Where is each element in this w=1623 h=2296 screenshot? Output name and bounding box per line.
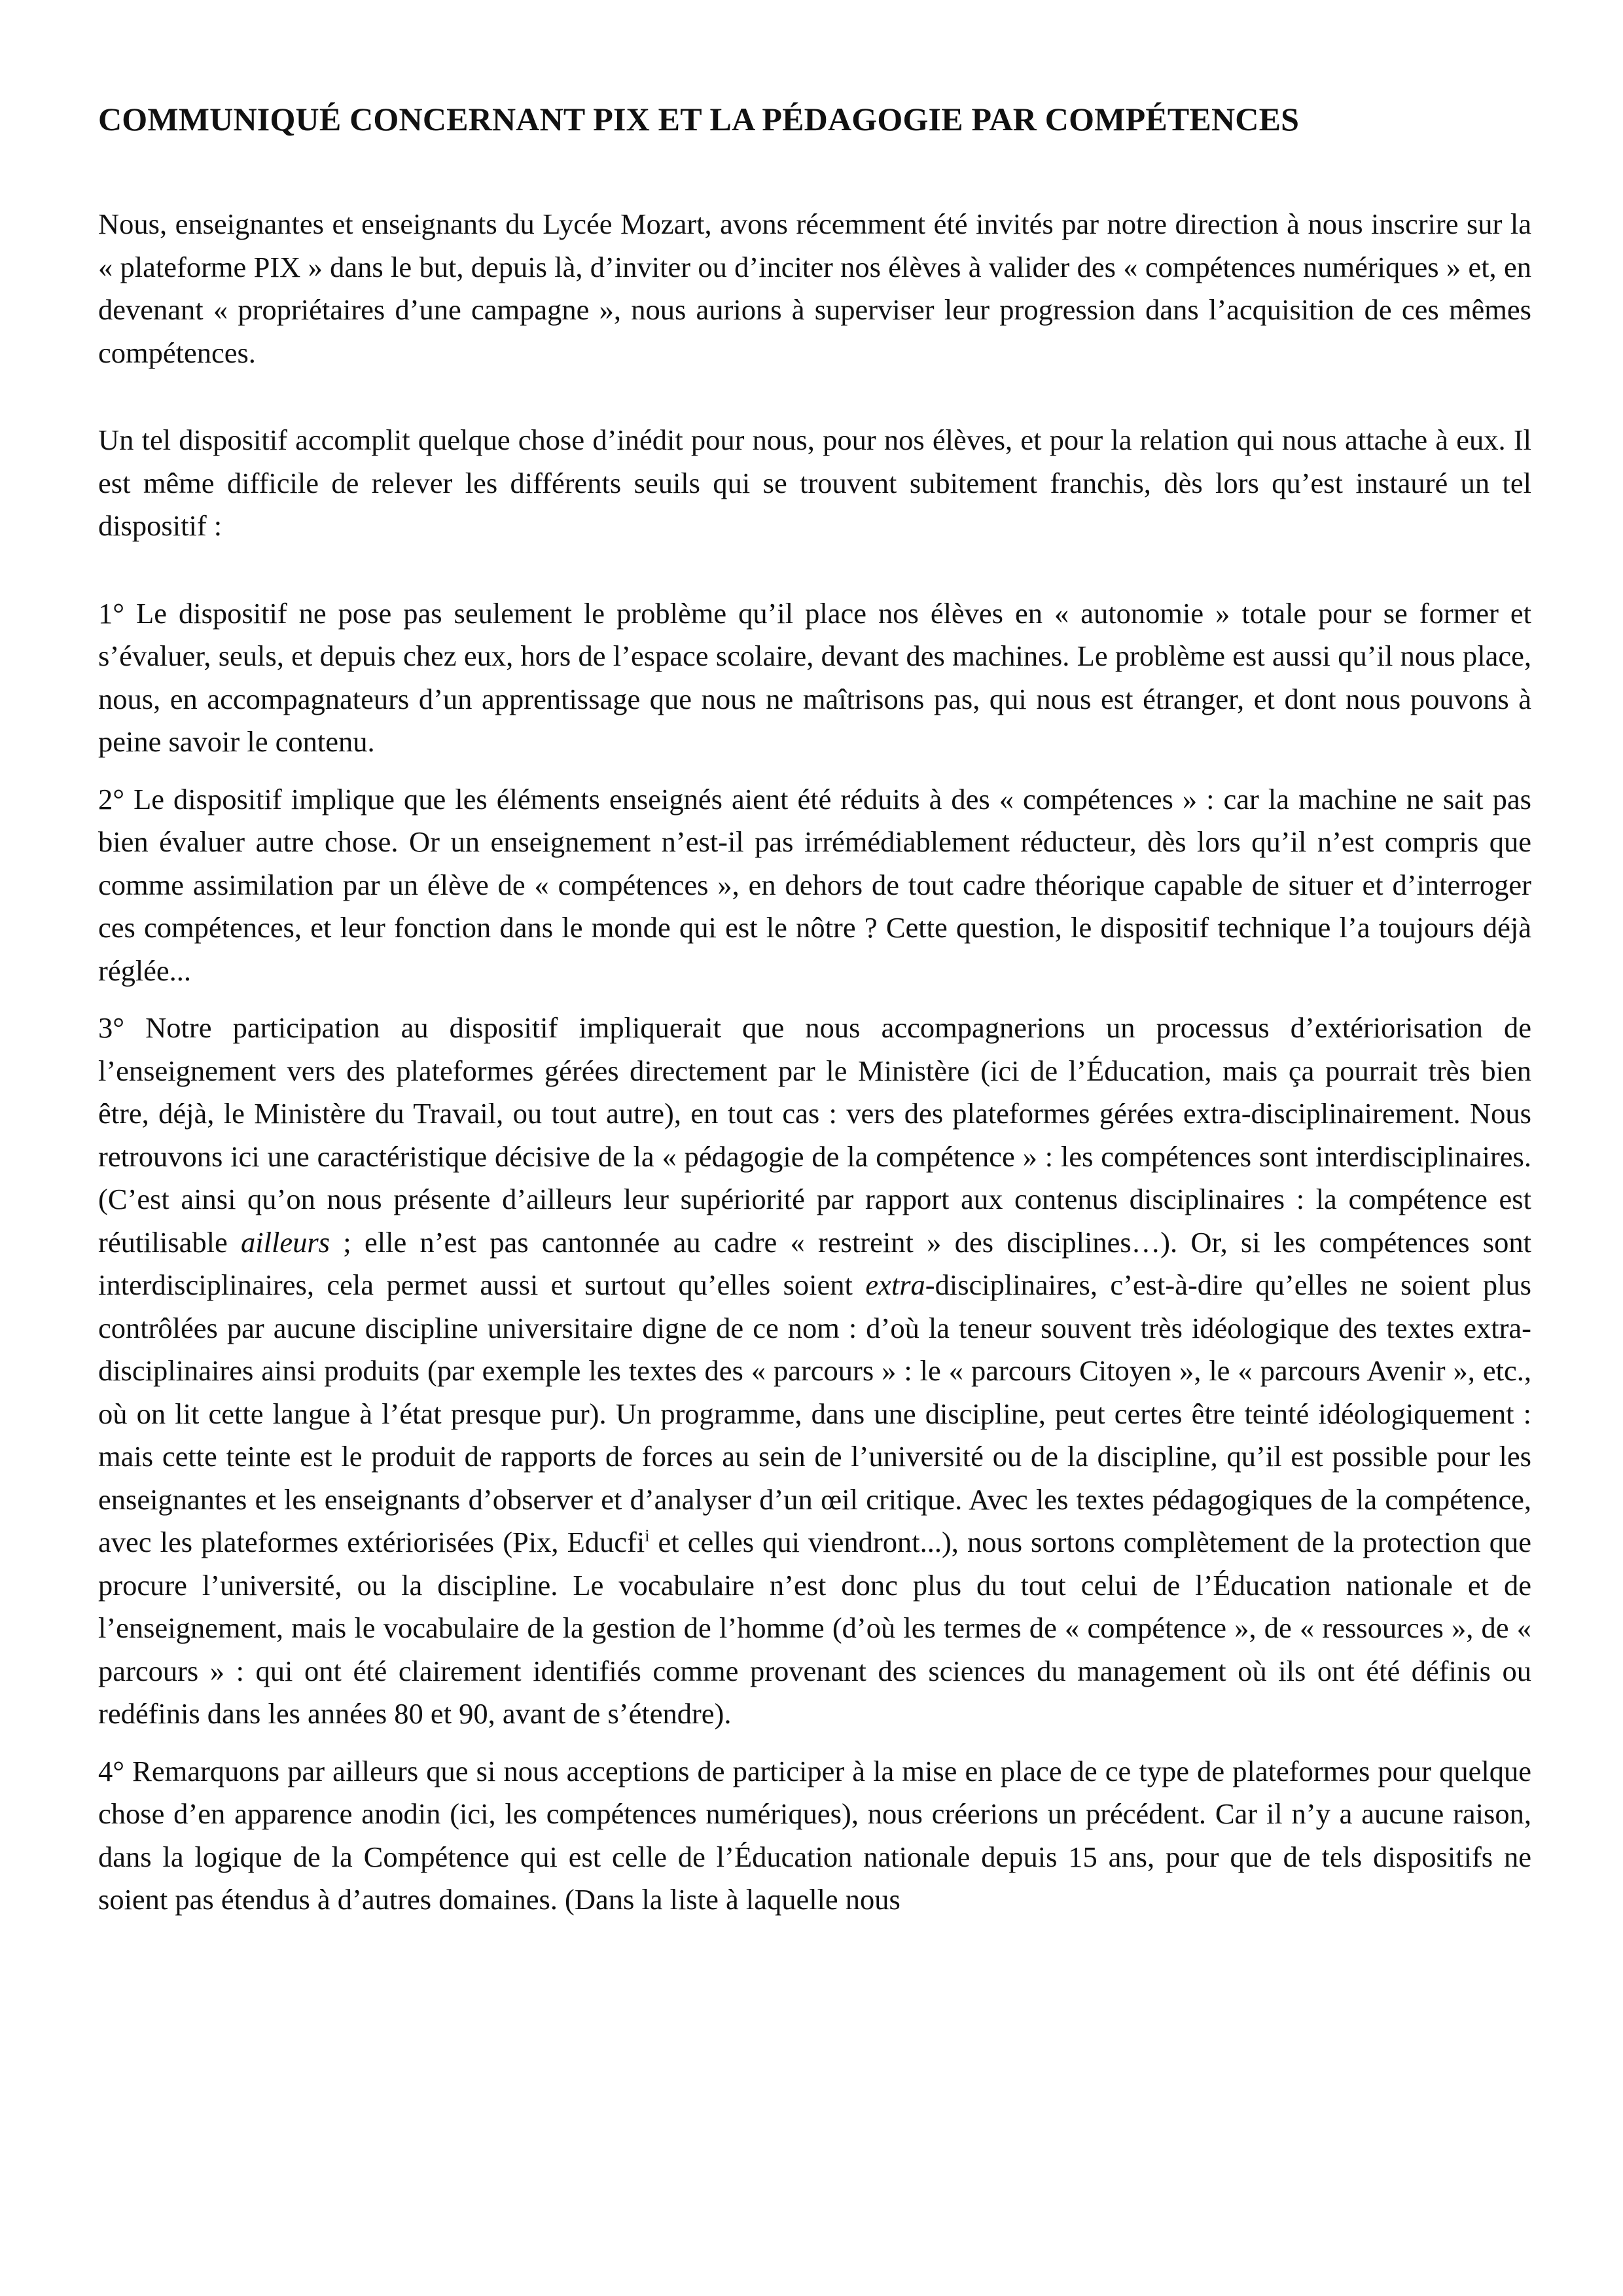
point-3-text-d: et celles qui viendront...), nous sortons complètement de la protection que procure l’université, ou la discipline. Le vocabulaire n’est donc plus du tout celui de l’Éducation nationale et de l’enseignement, mais le vocabulaire de la gestion de l’homme (d’où les termes de « compétence », de « ressources », de « parcours » : qui ont été clairement identifiés comme provenant des sciences du management où ils ont été définis ou redéfinis dans les années 80 et 90, avant de s’étendre). [98,1526,1531,1730]
footnote-marker: i [645,1526,650,1546]
paragraph-point-1: 1° Le dispositif ne pose pas seulement le problème qu’il place nos élèves en « autonomie » totale pour se former et s’évaluer, seuls, et depuis chez eux, hors de l’espace scolaire, devant des machines. Le problème est aussi qu’il nous place, nous, en accompagnateurs d’un apprentissage que nous ne maîtrisons pas, qui nous est étranger, et dont nous pouvons à peine savoir le contenu. [98,596,1531,758]
document-page [98,98,1531,1922]
point-3-text-b: ; elle n’est pas cantonnée au cadre « restreint » des disciplines…). Or, si les compétences sont interdisciplinaires, cela permet aussi et surtout qu’elles soient [98,1225,1531,1301]
point-3-text-a: 3° Notre participation au dispositif impliquerait que nous accompagnerions un processus d’extériorisation de l’enseignement vers des plateformes gérées directement par le Ministère (ici de l’Éducation, mais ça pourrait très bien être, déjà, le Ministère du Travail, ou tout autre), en tout cas : vers des plateformes gérées extra-disciplinairement. Nous retrouvons ici une caractéristique décisive de la « pédagogie de la compétence » : les compétences sont interdisciplinaires. (C’est ainsi qu’on nous présente d’ailleurs leur supériorité par rapport aux contenus disciplinaires : la compétence est réutilisable [98,1011,1531,1259]
paragraph-intro-1: Nous, enseignantes et enseignants du Lycée Mozart, avons récemment été invités par notre direction à nous inscrire sur la « plateforme PIX » dans le but, depuis là, d’inviter ou d’inciter nos élèves à valider des « compétences numériques » et, en devenant « propriétaires d’une campagne », nous aurions à superviser leur progression dans l’acquisition de ces mêmes compétences. [98,207,1531,369]
paragraph-point-4: 4° Remarquons par ailleurs que si nous acceptions de participer à la mise en place de ce type de plateformes pour quelque chose d’en apparence anodin (ici, les compétences numériques), nous créerions un précédent. Car il n’y a aucune raison, dans la logique de la Compétence qui est celle de l’Éducation nationale depuis 15 ans, pour que de tels dispositifs ne soient pas étendus à d’autres domaines. (Dans la liste à laquelle nous [98,1754,1531,1916]
paragraph-intro-2: Un tel dispositif accomplit quelque chose d’inédit pour nous, pour nos élèves, et pour la relation qui nous attache à eux. Il est même difficile de relever les différents seuils qui se trouvent subitement franchis, dès lors qu’est instauré un tel dispositif : [98,423,1531,542]
paragraph-point-3 [98,1007,1531,1736]
page-title: COMMUNIQUÉ CONCERNANT PIX ET LA PÉDAGOGIE PAR COMPÉTENCES [98,101,1300,137]
paragraph-point-2: 2° Le dispositif implique que les éléments enseignés aient été réduits à des « compétences » : car la machine ne sait pas bien évaluer autre chose. Or un enseignement n’est-il pas irrémédiablement réducteur, dès lors qu’il n’est compris que comme assimilation par un élève de « compétences », en dehors de tout cadre théorique capable de situer et d’interroger ces compétences, et leur fonction dans le monde qui est le nôtre ? Cette question, le dispositif technique l’a toujours déjà réglée... [98,782,1531,987]
point-3-italic-extra: extra [865,1268,925,1301]
point-3-text-c: -disciplinaires, c’est-à-dire qu’elles ne soient plus contrôlées par aucune discipline universitaire digne de ce nom : d’où la teneur souvent très idéologique des textes extra-disciplinaires ainsi produits (par exemple les textes des « parcours » : le « parcours Citoyen », le « parcours Avenir », etc., où on lit cette langue à l’état presque pur). Un programme, dans une discipline, peut certes être teinté idéologiquement : mais cette teinte est le produit de rapports de forces au sein de l’université ou de la discipline, qu’il est possible pour les enseignantes et les enseignants d’observer et d’analyser d’un œil critique. Avec les textes pédagogiques de la compétence, avec les plateformes extériorisées (Pix, Educfi [98,1268,1531,1558]
point-3-italic-ailleurs: ailleurs [241,1225,330,1259]
